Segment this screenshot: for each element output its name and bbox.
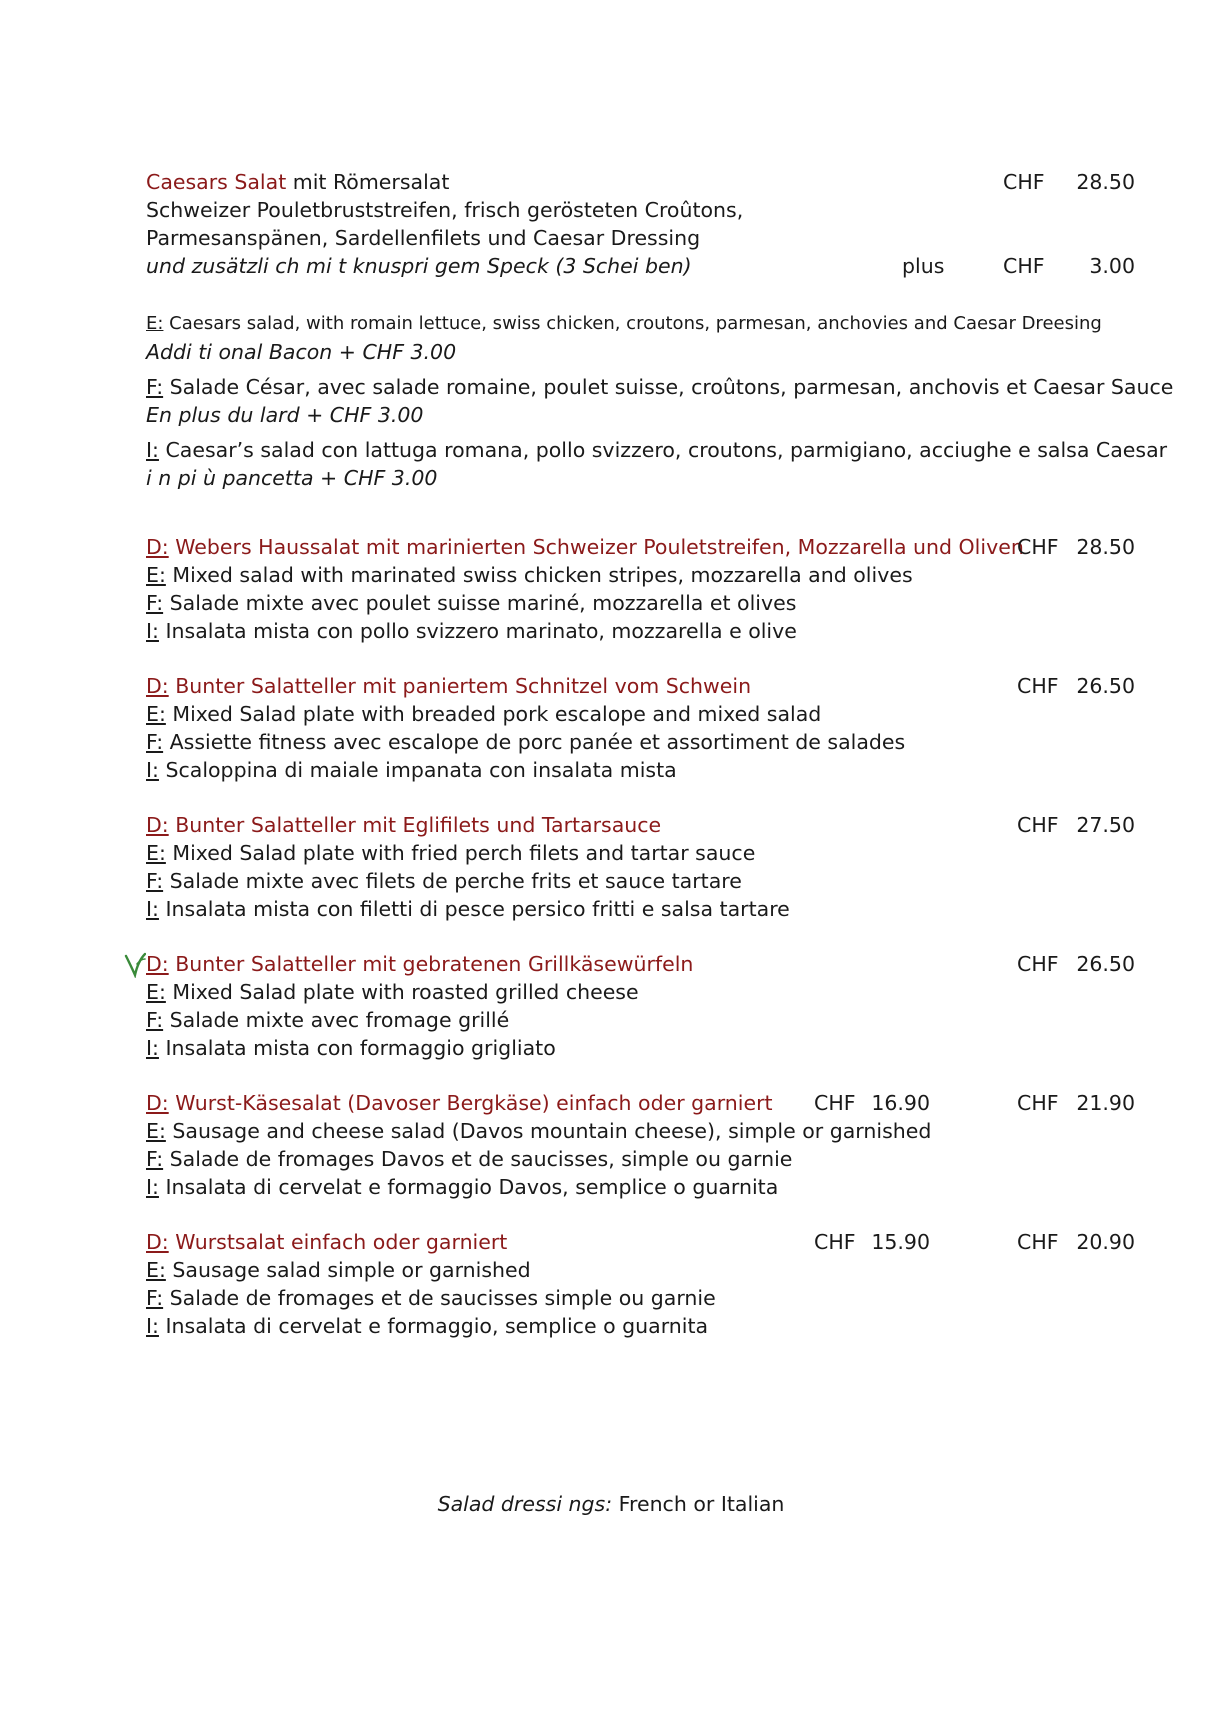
item-5-e [146,1256,531,1284]
item-3-i [146,1034,556,1062]
item-4-f [146,1145,792,1173]
item-4-d-text: Wurst-Käsesalat (Davoser Bergkäse) einfach oder garniert [168,1091,773,1115]
item-3-currency: CHF [1017,952,1059,976]
caesar-it-label: I: [146,438,159,462]
item-5-i-text: Insalata di cervelat e formaggio, semplice o guarnita [158,1314,709,1338]
item-5-f-text: Salade de fromages et de saucisses simple ou garnie [163,1286,716,1310]
caesar-en-label: E: [146,313,164,334]
item-1-f-text: Assiette fitness avec escalope de porc panée et assortiment de salades [163,730,906,754]
caesar-extra-price: 3.00 [1089,254,1135,278]
salad-dressings-text: French or Italian [612,1492,785,1516]
item-0-f-text: Salade mixte avec poulet suisse mariné, mozzarella et olives [163,591,797,615]
item-5-currency: CHF [1017,1230,1059,1254]
caesar-it-text: Caesar’s salad con lattuga romana, pollo svizzero, croutons, parmigiano, acciughe e salsa Caesar [158,438,1168,462]
item-2-d-text: Bunter Salatteller mit Eglifilets und Tartarsauce [168,813,662,837]
item-5-d-label: D: [146,1230,169,1254]
item-5-d [146,1228,507,1256]
item-4-d [146,1089,773,1117]
item-2-f-text: Salade mixte avec filets de perche frits et sauce tartare [163,869,742,893]
item-4-e-text: Sausage and cheese salad (Davos mountain cheese), simple or garnished [165,1119,932,1143]
item-0-e [146,561,913,589]
caesar-currency: CHF [1003,170,1045,194]
item-5-e-label: E: [146,1258,166,1282]
caesar-title-rest: mit Römersalat [286,170,450,194]
item-5-i-label: I: [146,1314,159,1338]
caesar-desc-1: Schweizer Pouletbruststreifen, frisch gerösteten Croûtons, [146,198,744,222]
item-2-e [146,839,755,867]
item-1-f [146,728,905,756]
item-2-e-label: E: [146,841,166,865]
item-2-e-text: Mixed Salad plate with fried perch filets and tartar sauce [165,841,756,865]
item-1-f-label: F: [146,730,164,754]
item-2-d-label: D: [146,813,169,837]
item-3-f-label: F: [146,1008,164,1032]
caesar-title [146,168,449,196]
item-4-price-simple: 16.90 [871,1091,930,1115]
caesar-it-extra: i n pi ù pancetta + CHF 3.00 [146,466,438,490]
item-3-f [146,1006,509,1034]
caesar-fr-label: F: [146,375,164,399]
caesar-extra: und zusätzli ch mi t knuspri gem Speck (3 Schei ben) [146,254,692,278]
item-3-e [146,978,639,1006]
item-4-d-label: D: [146,1091,169,1115]
item-0-d-text: Webers Haussalat mit marinierten Schweizer Pouletstreifen, Mozzarella und Oliven [168,535,1024,559]
item-0-d-label: D: [146,535,169,559]
item-4-i-text: Insalata di cervelat e formaggio Davos, semplice o guarnita [158,1175,779,1199]
item-1-currency: CHF [1017,674,1059,698]
item-2-i [146,895,790,923]
item-1-i [146,756,677,784]
caesar-en-extra: Addi ti onal Bacon + CHF 3.00 [146,340,457,364]
item-0-e-label: E: [146,563,166,587]
salad-dressings-label: Salad dressi ngs: [437,1492,613,1516]
item-2-price: 27.50 [1076,813,1135,837]
item-2-f-label: F: [146,869,164,893]
item-5-i [146,1312,708,1340]
item-5-price: 20.90 [1076,1230,1135,1254]
item-3-e-text: Mixed Salad plate with roasted grilled cheese [165,980,639,1004]
item-3-d [146,950,693,978]
item-3-f-text: Salade mixte avec fromage grillé [163,1008,510,1032]
item-5-d-text: Wurstsalat einfach oder garniert [168,1230,508,1254]
item-1-i-label: I: [146,758,159,782]
item-0-currency: CHF [1017,535,1059,559]
item-1-e [146,700,821,728]
item-4-currency-simple: CHF [814,1091,856,1115]
item-2-f [146,867,742,895]
item-4-f-label: F: [146,1147,164,1171]
item-4-e [146,1117,931,1145]
item-1-e-label: E: [146,702,166,726]
item-4-currency: CHF [1017,1091,1059,1115]
item-1-d-label: D: [146,674,169,698]
item-0-i [146,617,797,645]
caesar-extra-plus: plus [902,254,945,278]
caesar-extra-currency: CHF [1003,254,1045,278]
item-4-price: 21.90 [1076,1091,1135,1115]
item-0-price: 28.50 [1076,535,1135,559]
item-5-e-text: Sausage salad simple or garnished [165,1258,531,1282]
item-5-price-simple: 15.90 [871,1230,930,1254]
item-0-d [146,533,1024,561]
caesar-desc-2: Parmesanspänen, Sardellenfilets und Caesar Dressing [146,226,701,250]
caesar-fr-text: Salade César, avec salade romaine, poulet suisse, croûtons, parmesan, anchovis et Caesar Sauce [163,375,1174,399]
item-5-f-label: F: [146,1286,164,1310]
caesar-fr-extra: En plus du lard + CHF 3.00 [146,403,424,427]
item-3-i-label: I: [146,1036,159,1060]
item-1-d [146,672,751,700]
item-0-i-text: Insalata mista con pollo svizzero marinato, mozzarella e olive [158,619,797,643]
caesar-title-red: Caesars Salat [146,170,287,194]
vegetarian-leaf-icon [124,952,146,978]
item-2-d [146,811,661,839]
item-0-f [146,589,796,617]
item-4-f-text: Salade de fromages Davos et de saucisses, simple ou garnie [163,1147,793,1171]
item-5-currency-simple: CHF [814,1230,856,1254]
item-1-i-text: Scaloppina di maiale impanata con insalata mista [158,758,677,782]
item-3-d-text: Bunter Salatteller mit gebratenen Grillkäsewürfeln [168,952,694,976]
item-3-i-text: Insalata mista con formaggio grigliato [158,1036,556,1060]
salad-dressings-note [0,1490,1222,1518]
caesar-it [146,436,1167,464]
item-3-e-label: E: [146,980,166,1004]
item-0-i-label: I: [146,619,159,643]
caesar-fr [146,373,1173,401]
caesar-en [146,310,1102,338]
item-3-price: 26.50 [1076,952,1135,976]
item-1-e-text: Mixed Salad plate with breaded pork escalope and mixed salad [165,702,822,726]
caesar-price: 28.50 [1076,170,1135,194]
item-2-i-label: I: [146,897,159,921]
item-4-i-label: I: [146,1175,159,1199]
item-1-d-text: Bunter Salatteller mit paniertem Schnitzel vom Schwein [168,674,752,698]
item-2-currency: CHF [1017,813,1059,837]
item-4-i [146,1173,778,1201]
item-5-f [146,1284,716,1312]
item-1-price: 26.50 [1076,674,1135,698]
item-4-e-label: E: [146,1119,166,1143]
item-2-i-text: Insalata mista con filetti di pesce persico fritti e salsa tartare [158,897,790,921]
item-0-e-text: Mixed salad with marinated swiss chicken stripes, mozzarella and olives [165,563,913,587]
item-0-f-label: F: [146,591,164,615]
caesar-en-text: Caesars salad, with romain lettuce, swiss chicken, croutons, parmesan, anchovies and Caesar Dreesing [163,313,1102,334]
item-3-d-label: D: [146,952,169,976]
